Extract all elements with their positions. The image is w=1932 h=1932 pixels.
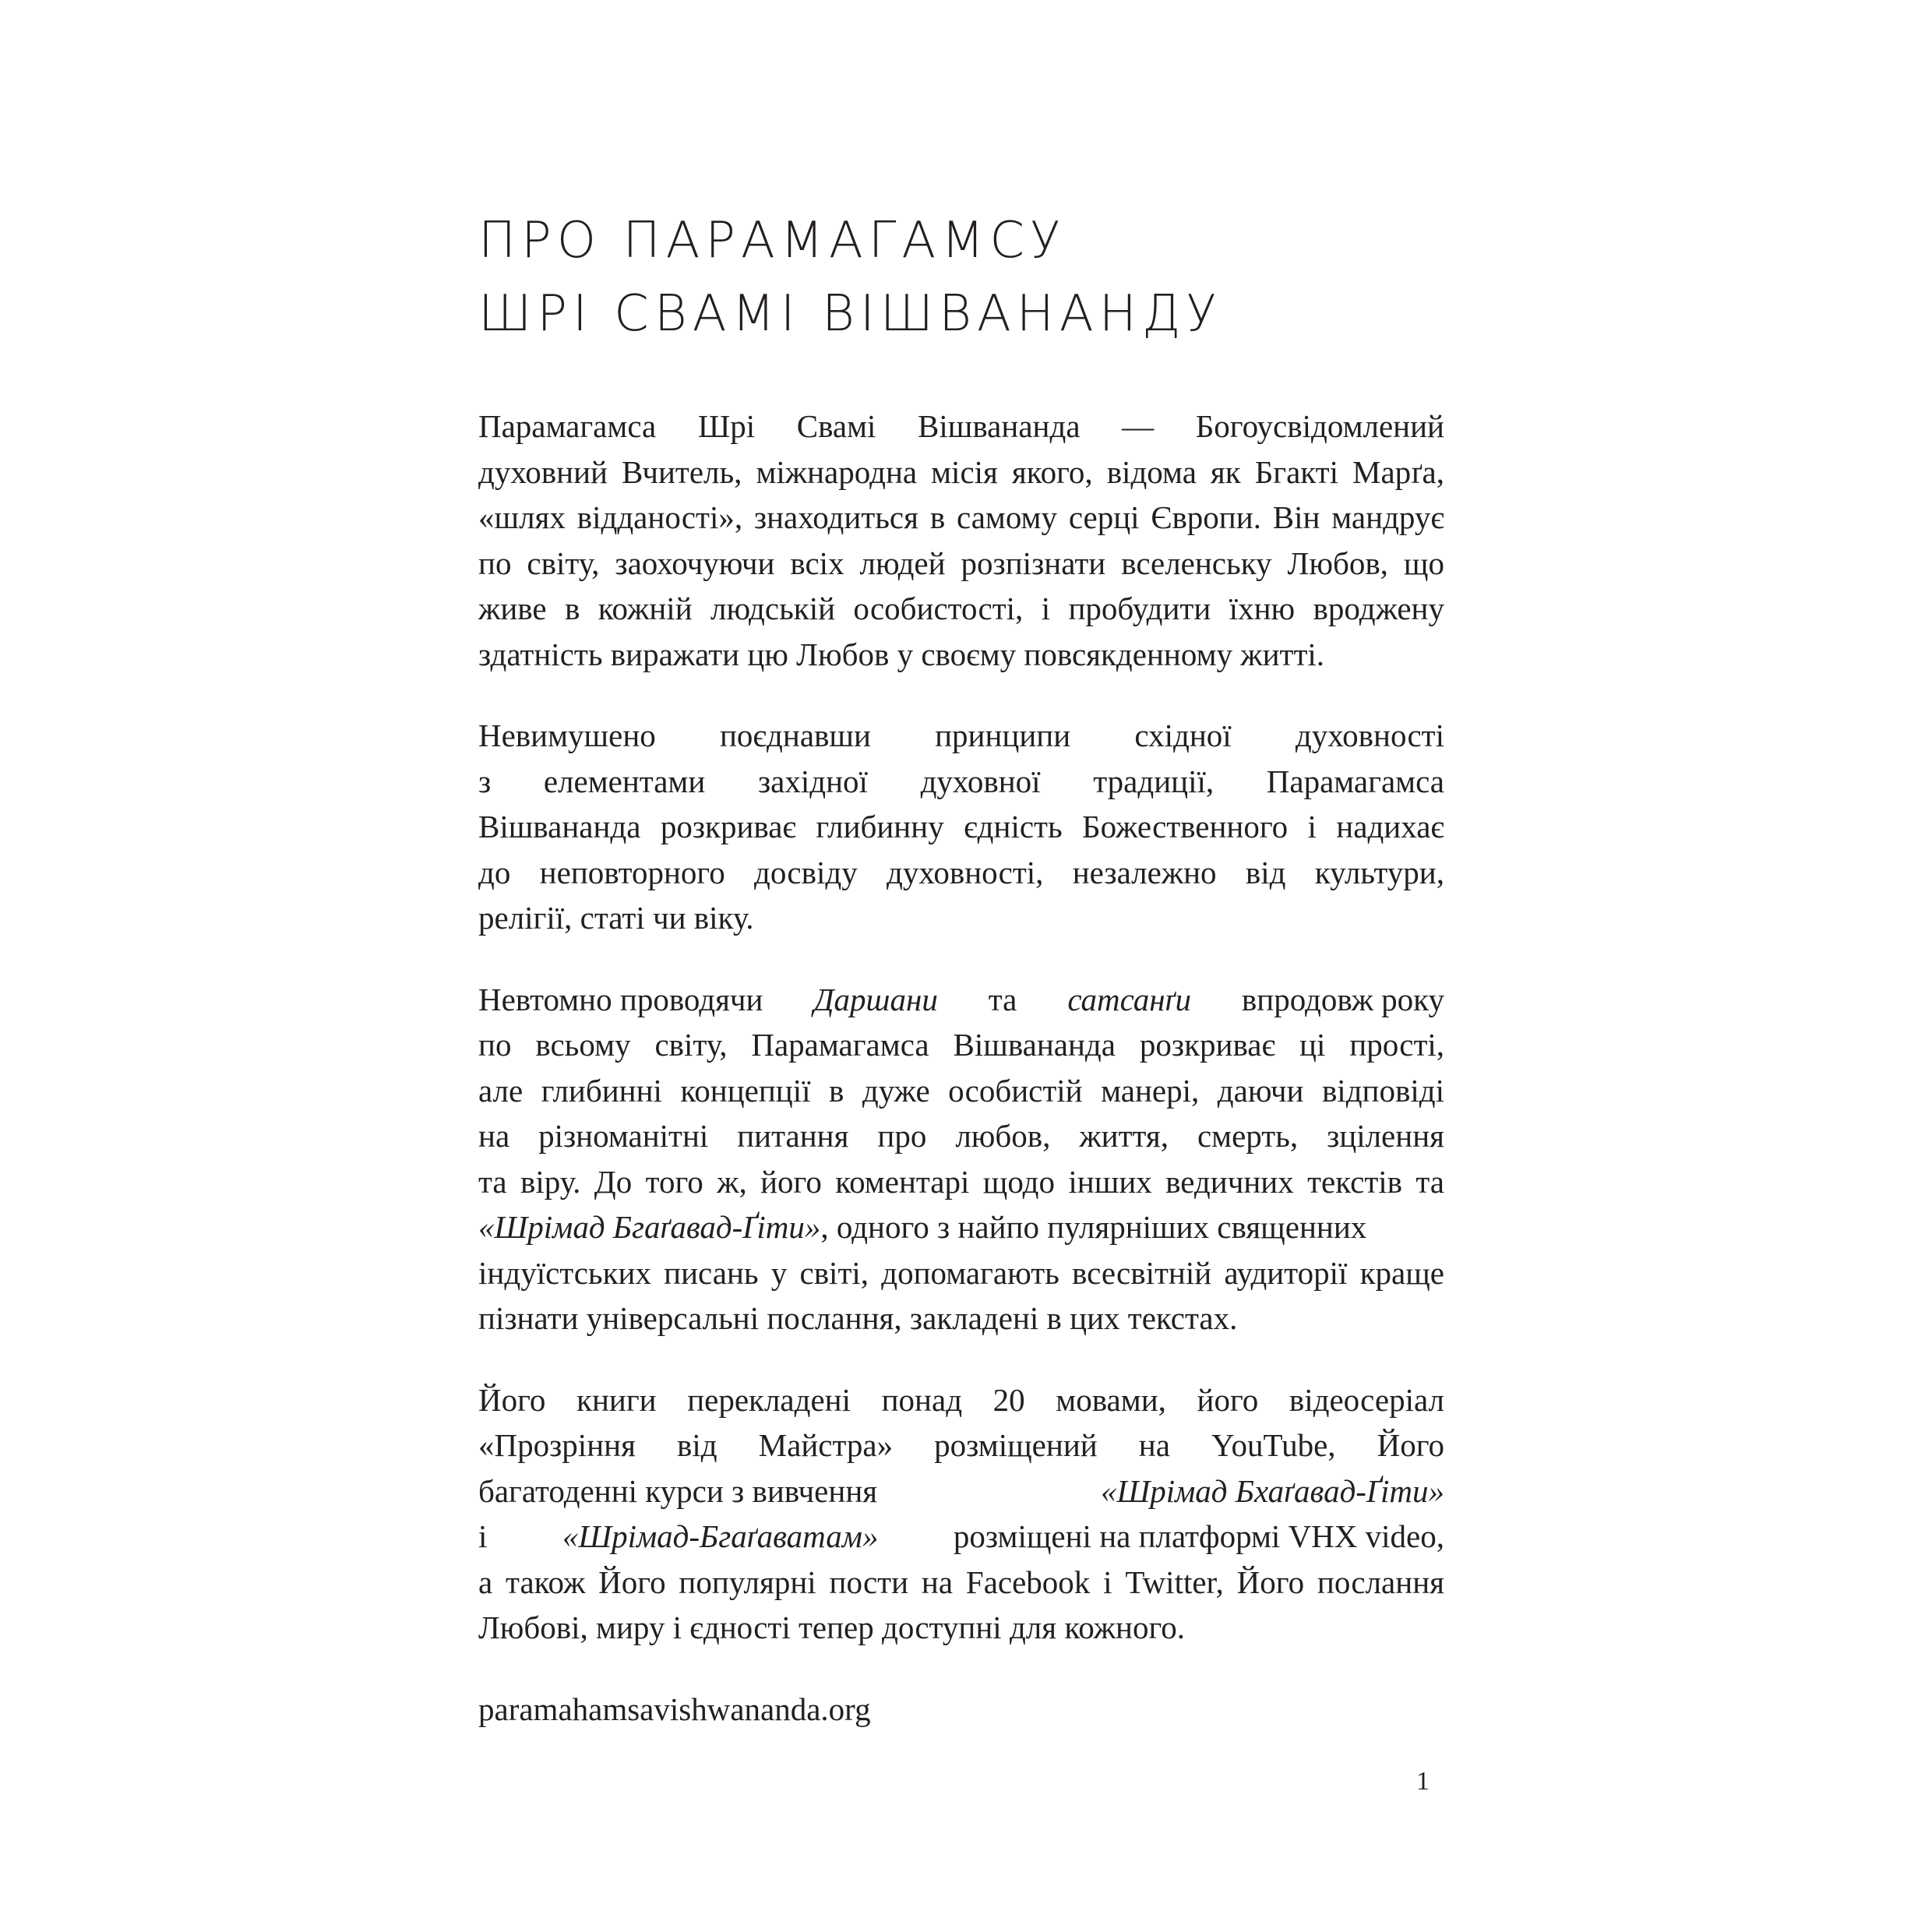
paragraph-3-line-4: на різноманітні питання про любов, життя, смерть, зцілення xyxy=(478,1118,1444,1154)
paragraph-3-line-2: по всьому світу, Парамагамса Вішвананда розкриває ці прості, xyxy=(478,1027,1444,1063)
paragraph-4-bhagavatam-title: «Шрімад-Бгаґаватам» xyxy=(562,1518,879,1554)
paragraph-3-line-6-group xyxy=(478,1204,1366,1250)
paragraph-3-line-1-part-a: Невтомно проводячи xyxy=(478,981,763,1017)
paragraph-4-line-3 xyxy=(478,1468,1444,1514)
paragraph-4-line-4-part-c: розміщені на платформі VHX video, xyxy=(953,1518,1444,1554)
paragraph-1 xyxy=(478,404,1444,677)
paragraph-4-line-2: «Прозріння від Майстра» розміщений на YouTube, Його xyxy=(478,1427,1444,1463)
paragraph-3-line-6-rest: , одного з найпо пулярніших священних xyxy=(820,1209,1367,1245)
paragraph-2-line-5: релігії, статі чи віку. xyxy=(478,900,754,936)
paragraph-3-line-6 xyxy=(478,1204,1444,1250)
body-text xyxy=(478,404,1444,1732)
paragraph-1-line-1: Парамагамса Шрі Свамі Вішвананда — Богоусвідомлений xyxy=(478,408,1444,444)
paragraph-3-satsang-term: сатсанґи xyxy=(1067,981,1191,1017)
paragraph-4-line-5: а також Його популярні пости на Facebook і Twitter, Його послання xyxy=(478,1564,1444,1600)
paragraph-2-line-2: з елементами західної духовної традиції, Парамагамса xyxy=(478,763,1444,799)
website-url: paramahamsavishwananda.org xyxy=(478,1690,871,1727)
chapter-title-line-1: ПРО ПАРАМАГАМСУ xyxy=(478,212,1066,270)
paragraph-3-line-8: пізнати універсальні послання, закладені в цих текстах. xyxy=(478,1300,1238,1336)
paragraph-3-line-1 xyxy=(478,977,1444,1023)
paragraph-4-line-4-part-a: і xyxy=(478,1518,488,1554)
paragraph-3-darshan-term: Даршани xyxy=(813,981,938,1017)
chapter-title xyxy=(478,204,1569,351)
paragraph-2-line-4: до неповторного досвіду духовності, незалежно від культури, xyxy=(478,854,1444,890)
paragraph-4-gita-title: «Шрімад Бхаґавад-Ґіти» xyxy=(1100,1472,1444,1509)
paragraph-1-line-6: здатність виражати цю Любов у своєму повсякденному житті. xyxy=(478,636,1325,672)
paragraph-3 xyxy=(478,977,1444,1341)
paragraph-2-line-1: Невимушено поєднавши принципи східної духовності xyxy=(478,717,1444,753)
paragraph-4-line-1: Його книги перекладені понад 20 мовами, його відеосеріал xyxy=(478,1381,1444,1418)
paragraph-3-line-5: та віру. До того ж, його коментарі щодо інших ведичних текстів та xyxy=(478,1163,1444,1200)
paragraph-4-line-6: Любові, миру і єдності тепер доступні для кожного. xyxy=(478,1609,1186,1645)
paragraph-4 xyxy=(478,1377,1444,1651)
paragraph-4-line-3-part-a: багатоденні курси з вивчення xyxy=(478,1472,878,1509)
paragraph-1-line-4: по світу, заохочуючи всіх людей розпізнати вселенську Любов, що xyxy=(478,545,1444,581)
paragraph-1-line-5: живе в кожній людській особистості, і пробудити їхню вроджену xyxy=(478,591,1444,626)
paragraph-1-line-2: духовний Вчитель, міжнародна місія якого, відома як Бгакті Марґа, xyxy=(478,453,1444,490)
chapter-title-line-2: ШРІ СВАМІ ВІШВАНАНДУ xyxy=(478,285,1222,343)
paragraph-2-line-3: Вішвананда розкриває глибинну єдність Божественного і надихає xyxy=(478,809,1444,844)
paragraph-3-line-1-part-e: впродовж року xyxy=(1241,981,1444,1017)
page-number: 1 xyxy=(1416,1767,1430,1796)
paragraph-4-line-4 xyxy=(478,1514,1444,1560)
paragraph-3-line-3: але глибинні концепції в дуже особистій манері, даючи відповіді xyxy=(478,1072,1444,1109)
paragraph-2 xyxy=(478,713,1444,941)
paragraph-1-line-3: «шлях відданості», знаходиться в самому серці Європи. Він мандрує xyxy=(478,499,1444,535)
paragraph-3-line-7: індуїстських писань у світі, допомагають всесвітній аудиторії краще xyxy=(478,1254,1444,1291)
paragraph-3-line-1-part-c: та xyxy=(988,981,1017,1017)
paragraph-3-gita-title: «Шрімад Бгаґавад-Ґіти» xyxy=(478,1209,821,1245)
